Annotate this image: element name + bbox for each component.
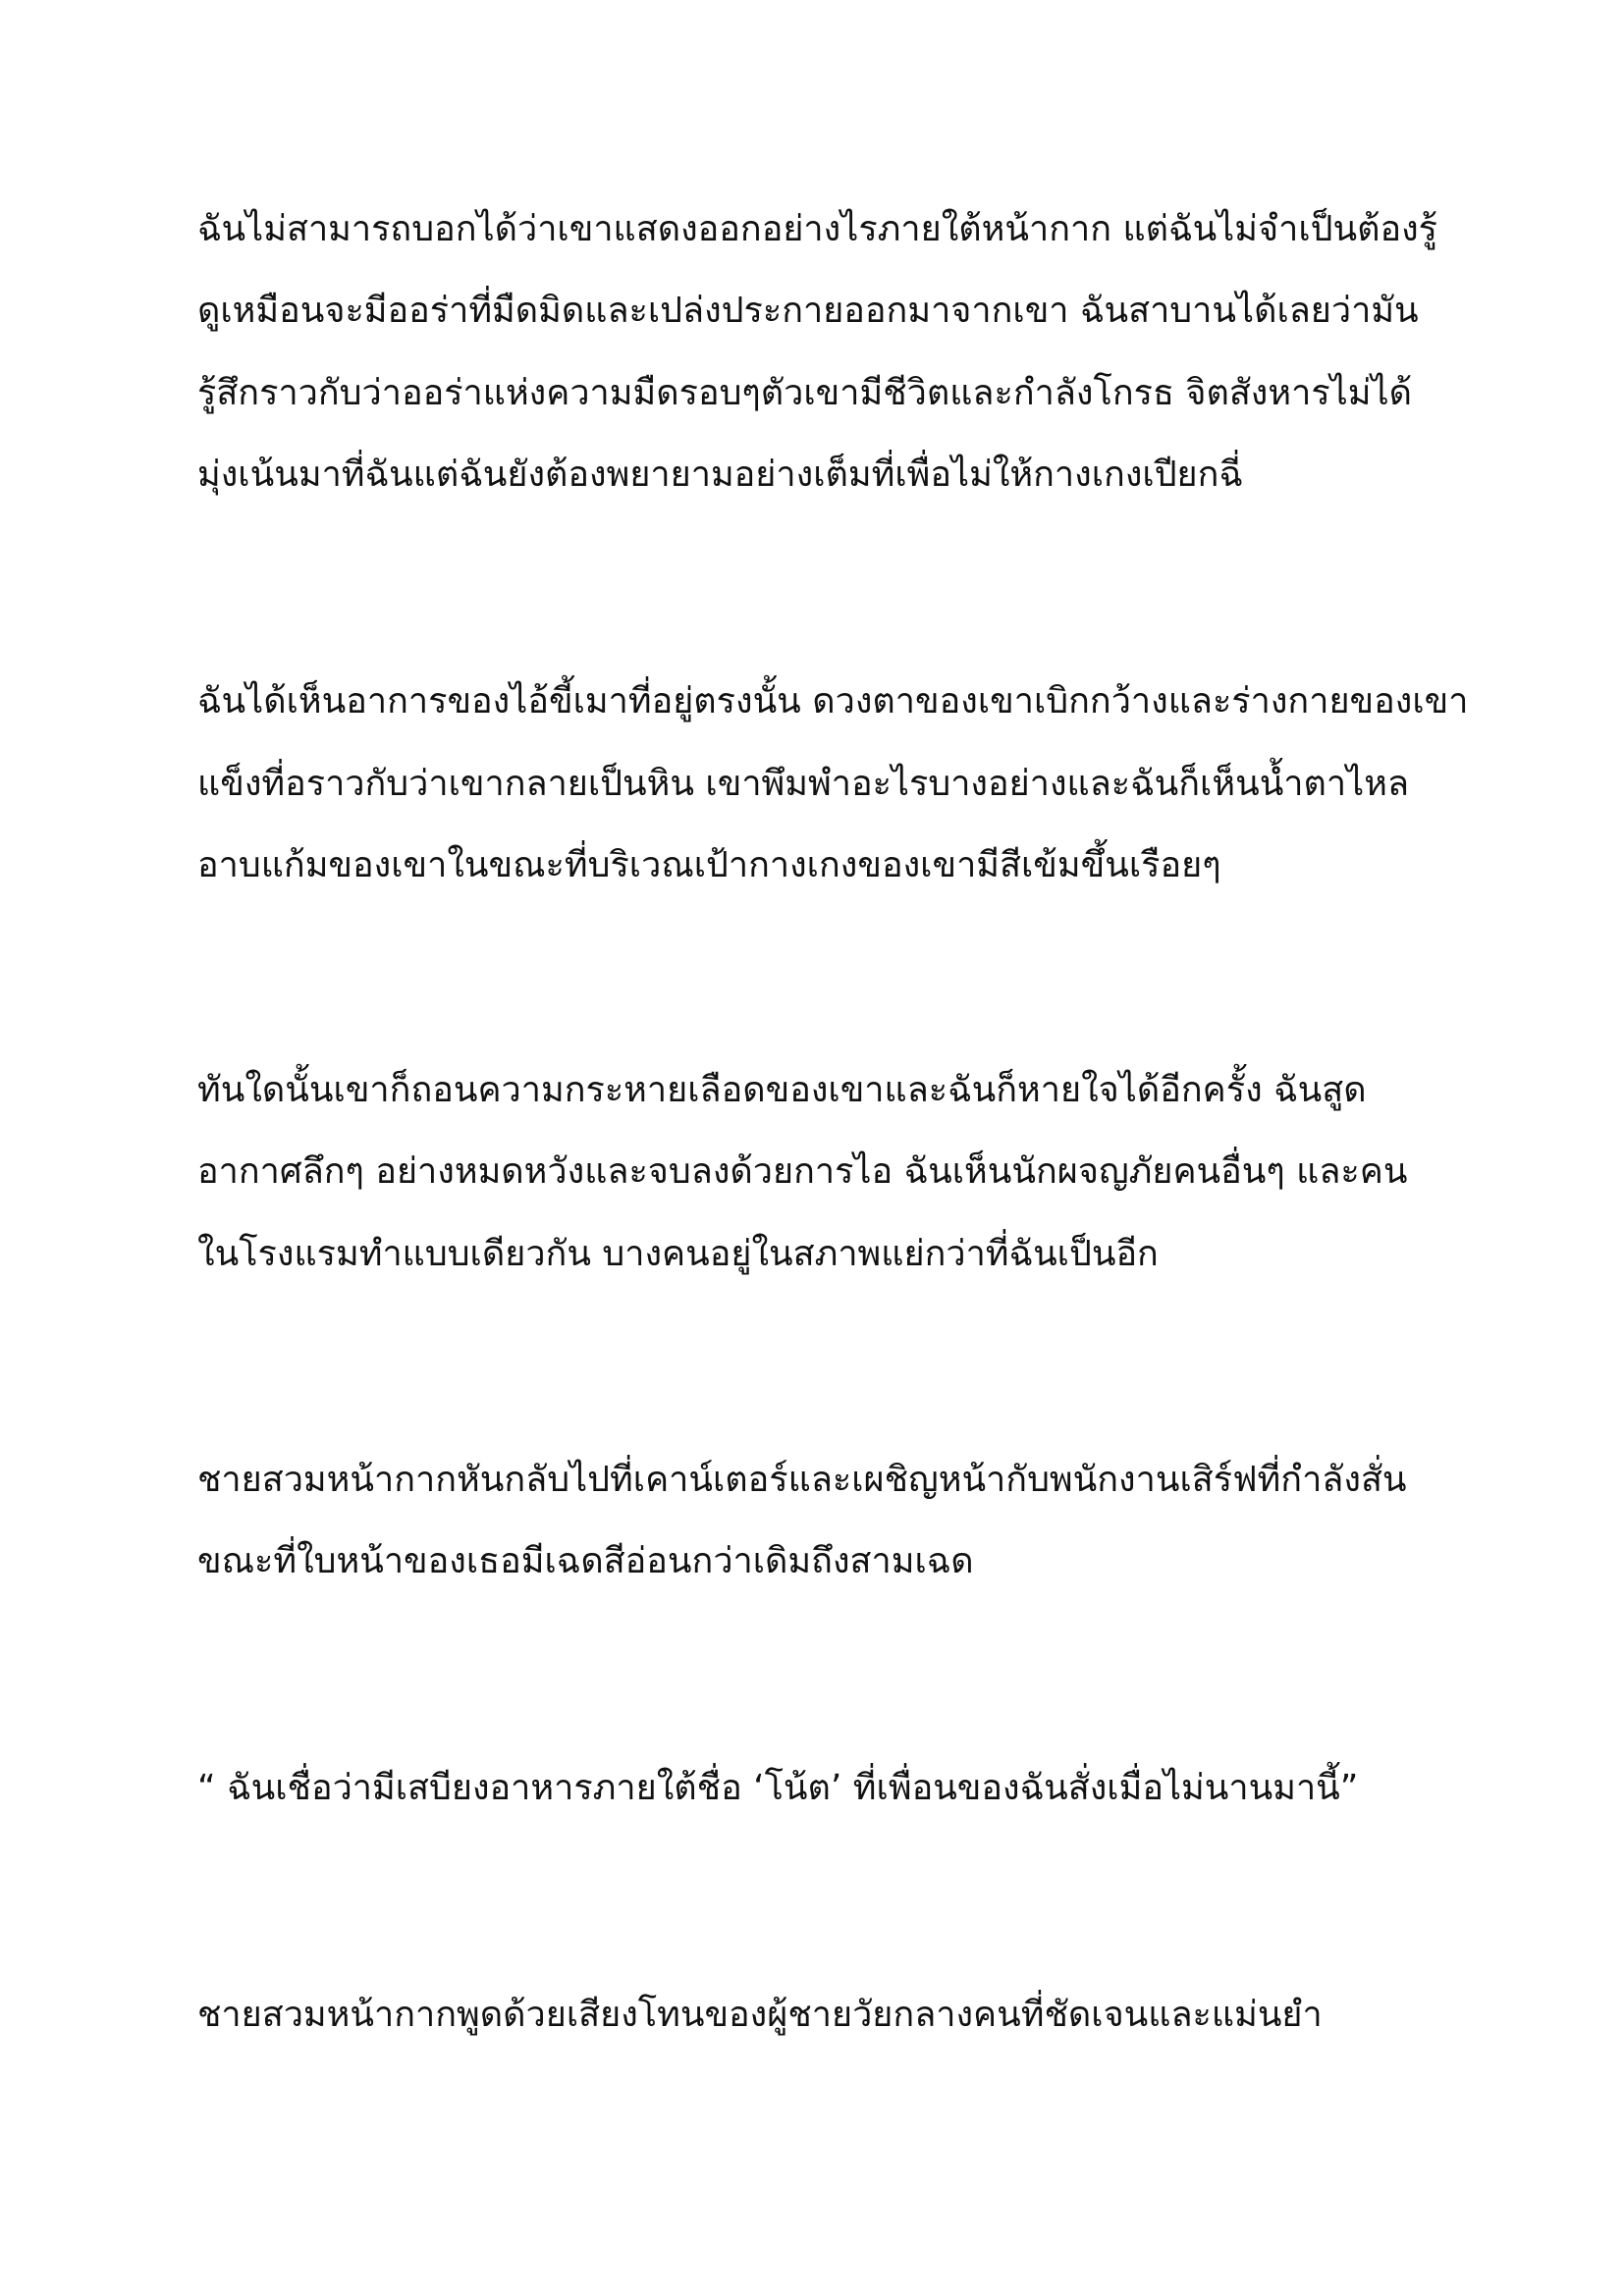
quote-line: “ ฉันเชื่อว่ามีเสบียงอาหารภายใต้ชื่อ ‘โน้ต’ ที่เพื่อนของฉันสั่งเมื่อไม่นานมานี้” [197, 1768, 1359, 1808]
paragraph-1-line-1: ฉันไม่สามารถบอกได้ว่าเขาแสดงออกอย่างไรภายใต้หน้ากาก แต่ฉันไม่จำเป็นต้องรู้ [197, 209, 1438, 249]
paragraph-2-line-1: ฉันได้เห็นอาการของไอ้ขี้เมาที่อยู่ตรงนั้น ดวงตาของเขาเบิกกว้างและร่างกายของเขา [197, 681, 1469, 721]
paragraph-4-line-1: ชายสวมหน้ากากหันกลับไปที่เคาน์เตอร์และเผชิญหน้ากับพนักงานเสิร์ฟที่กำลังสั่น [197, 1460, 1407, 1500]
paragraph-6-line-1: ชายสวมหน้ากากพูดด้วยเสียงโทนของผู้ชายวัยกลางคนที่ชัดเจนและแม่นยำ [197, 1995, 1323, 2035]
paragraph-3-line-3: ในโรงแรมทำแบบเดียวกัน บางคนอยู่ในสภาพแย่กว่าที่ฉันเป็นอีก [197, 1234, 1159, 1274]
paragraph-1-line-2: ดูเหมือนจะมีออร่าที่มืดมิดและเปล่งประกายออกมาจากเขา ฉันสาบานได้เลยว่ามัน [197, 291, 1419, 331]
paragraph-4-line-2: ขณะที่ใบหน้าของเธอมีเฉดสีอ่อนกว่าเดิมถึงสามเฉด [197, 1541, 974, 1581]
paragraph-2-line-2: แข็งที่อราวกับว่าเขากลายเป็นหิน เขาพึมพำอะไรบางอย่างและฉันก็เห็นน้ำตาไหล [197, 764, 1410, 804]
paragraph-3-line-2: อากาศลึกๆ อย่างหมดหวังและจบลงด้วยการไอ ฉันเห็นนักผจญภัยคนอื่นๆ และคน [197, 1151, 1408, 1192]
paragraph-2-line-3: อาบแก้มของเขาในขณะที่บริเวณเป้ากางเกงของเขามีสีเข้มขึ้นเรือยๆ [197, 845, 1221, 885]
paragraph-1-line-4: มุ่งเน้นมาที่ฉันแต่ฉันยังต้องพยายามอย่างเต็มที่เพื่อไม่ให้กางเกงเปียกฉี่ [197, 454, 1243, 495]
paragraph-1-line-3: รู้สึกราวกับว่าออร่าแห่งความมืดรอบๆตัวเขามีชีวิตและกำลังโกรธ จิตสังหารไม่ได้ [197, 373, 1412, 413]
paragraph-3-line-1: ทันใดนั้นเขาก็ถอนความกระหายเลือดของเขาและฉันก็หายใจได้อีกครั้ง ฉันสูด [197, 1070, 1367, 1110]
